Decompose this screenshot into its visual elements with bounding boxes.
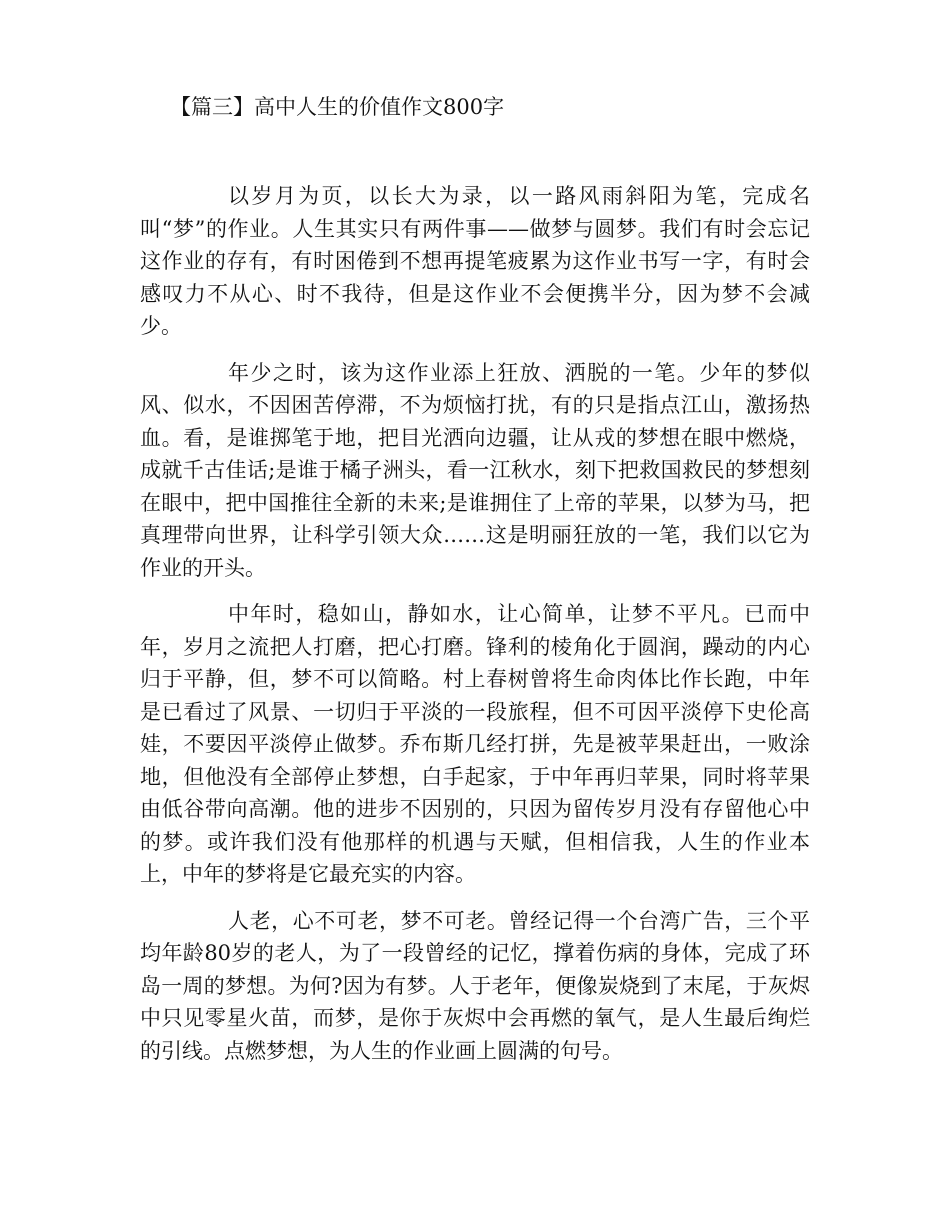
paragraph-2: 年少之时，该为这作业添上狂放、洒脱的一笔。少年的梦似风、似水，不因困苦停滞，不为烦恼打扰，有的只是指点江山，激扬热血。看，是谁掷笔于地，把目光洒向边疆，让从戎的梦想在眼中燃烧，成就千古佳话;是谁于橘子洲头，看一江秋水，刻下把救国救民的梦想刻在眼中，把中国推往全新的未来;是谁拥住了上帝的苹果，以梦为马，把真理带向世界，让科学引领大众……这是明丽狂放的一笔，我们以它为作业的开头。 xyxy=(140,360,810,580)
essay-body xyxy=(140,180,810,1081)
essay-title: 【篇三】高中人生的价值作文800字 xyxy=(170,95,505,119)
paragraph-3: 中年时，稳如山，静如水，让心简单，让梦不平凡。已而中年，岁月之流把人打磨，把心打磨。锋利的棱角化于圆润，躁动的内心归于平静，但，梦不可以简略。村上春树曾将生命肉体比作长跑，中年是已看过了风景、一切归于平淡的一段旅程，但不可因平淡停下史伦高娃，不要因平淡停止做梦。乔布斯几经打拼，先是被苹果赶出，一败涂地，但他没有全部停止梦想，白手起家，于中年再归苹果，同时将苹果由低谷带向高潮。他的进步不因别的，只因为留传岁月没有存留他心中的梦。或许我们没有他那样的机遇与天赋，但相信我，人生的作业本上，中年的梦将是它最充实的内容。 xyxy=(140,602,810,886)
paragraph-4: 人老，心不可老，梦不可老。曾经记得一个台湾广告，三个平均年龄80岁的老人，为了一段曾经的记忆，撑着伤病的身体，完成了环岛一周的梦想。为何?因为有梦。人于老年，便像炭烧到了末尾，于灰烬中只见零星火苗，而梦，是你于灰烬中会再燃的氧气，是人生最后绚烂的引线。点燃梦想，为人生的作业画上圆满的句号。 xyxy=(140,908,810,1063)
paragraph-1: 以岁月为页，以长大为录，以一路风雨斜阳为笔，完成名叫“梦”的作业。人生其实只有两件事——做梦与圆梦。我们有时会忘记这作业的存有，有时困倦到不想再提笔疲累为这作业书写一字，有时会感叹力不从心、时不我待，但是这作业不会便携半分，因为梦不会减少。 xyxy=(140,184,810,338)
